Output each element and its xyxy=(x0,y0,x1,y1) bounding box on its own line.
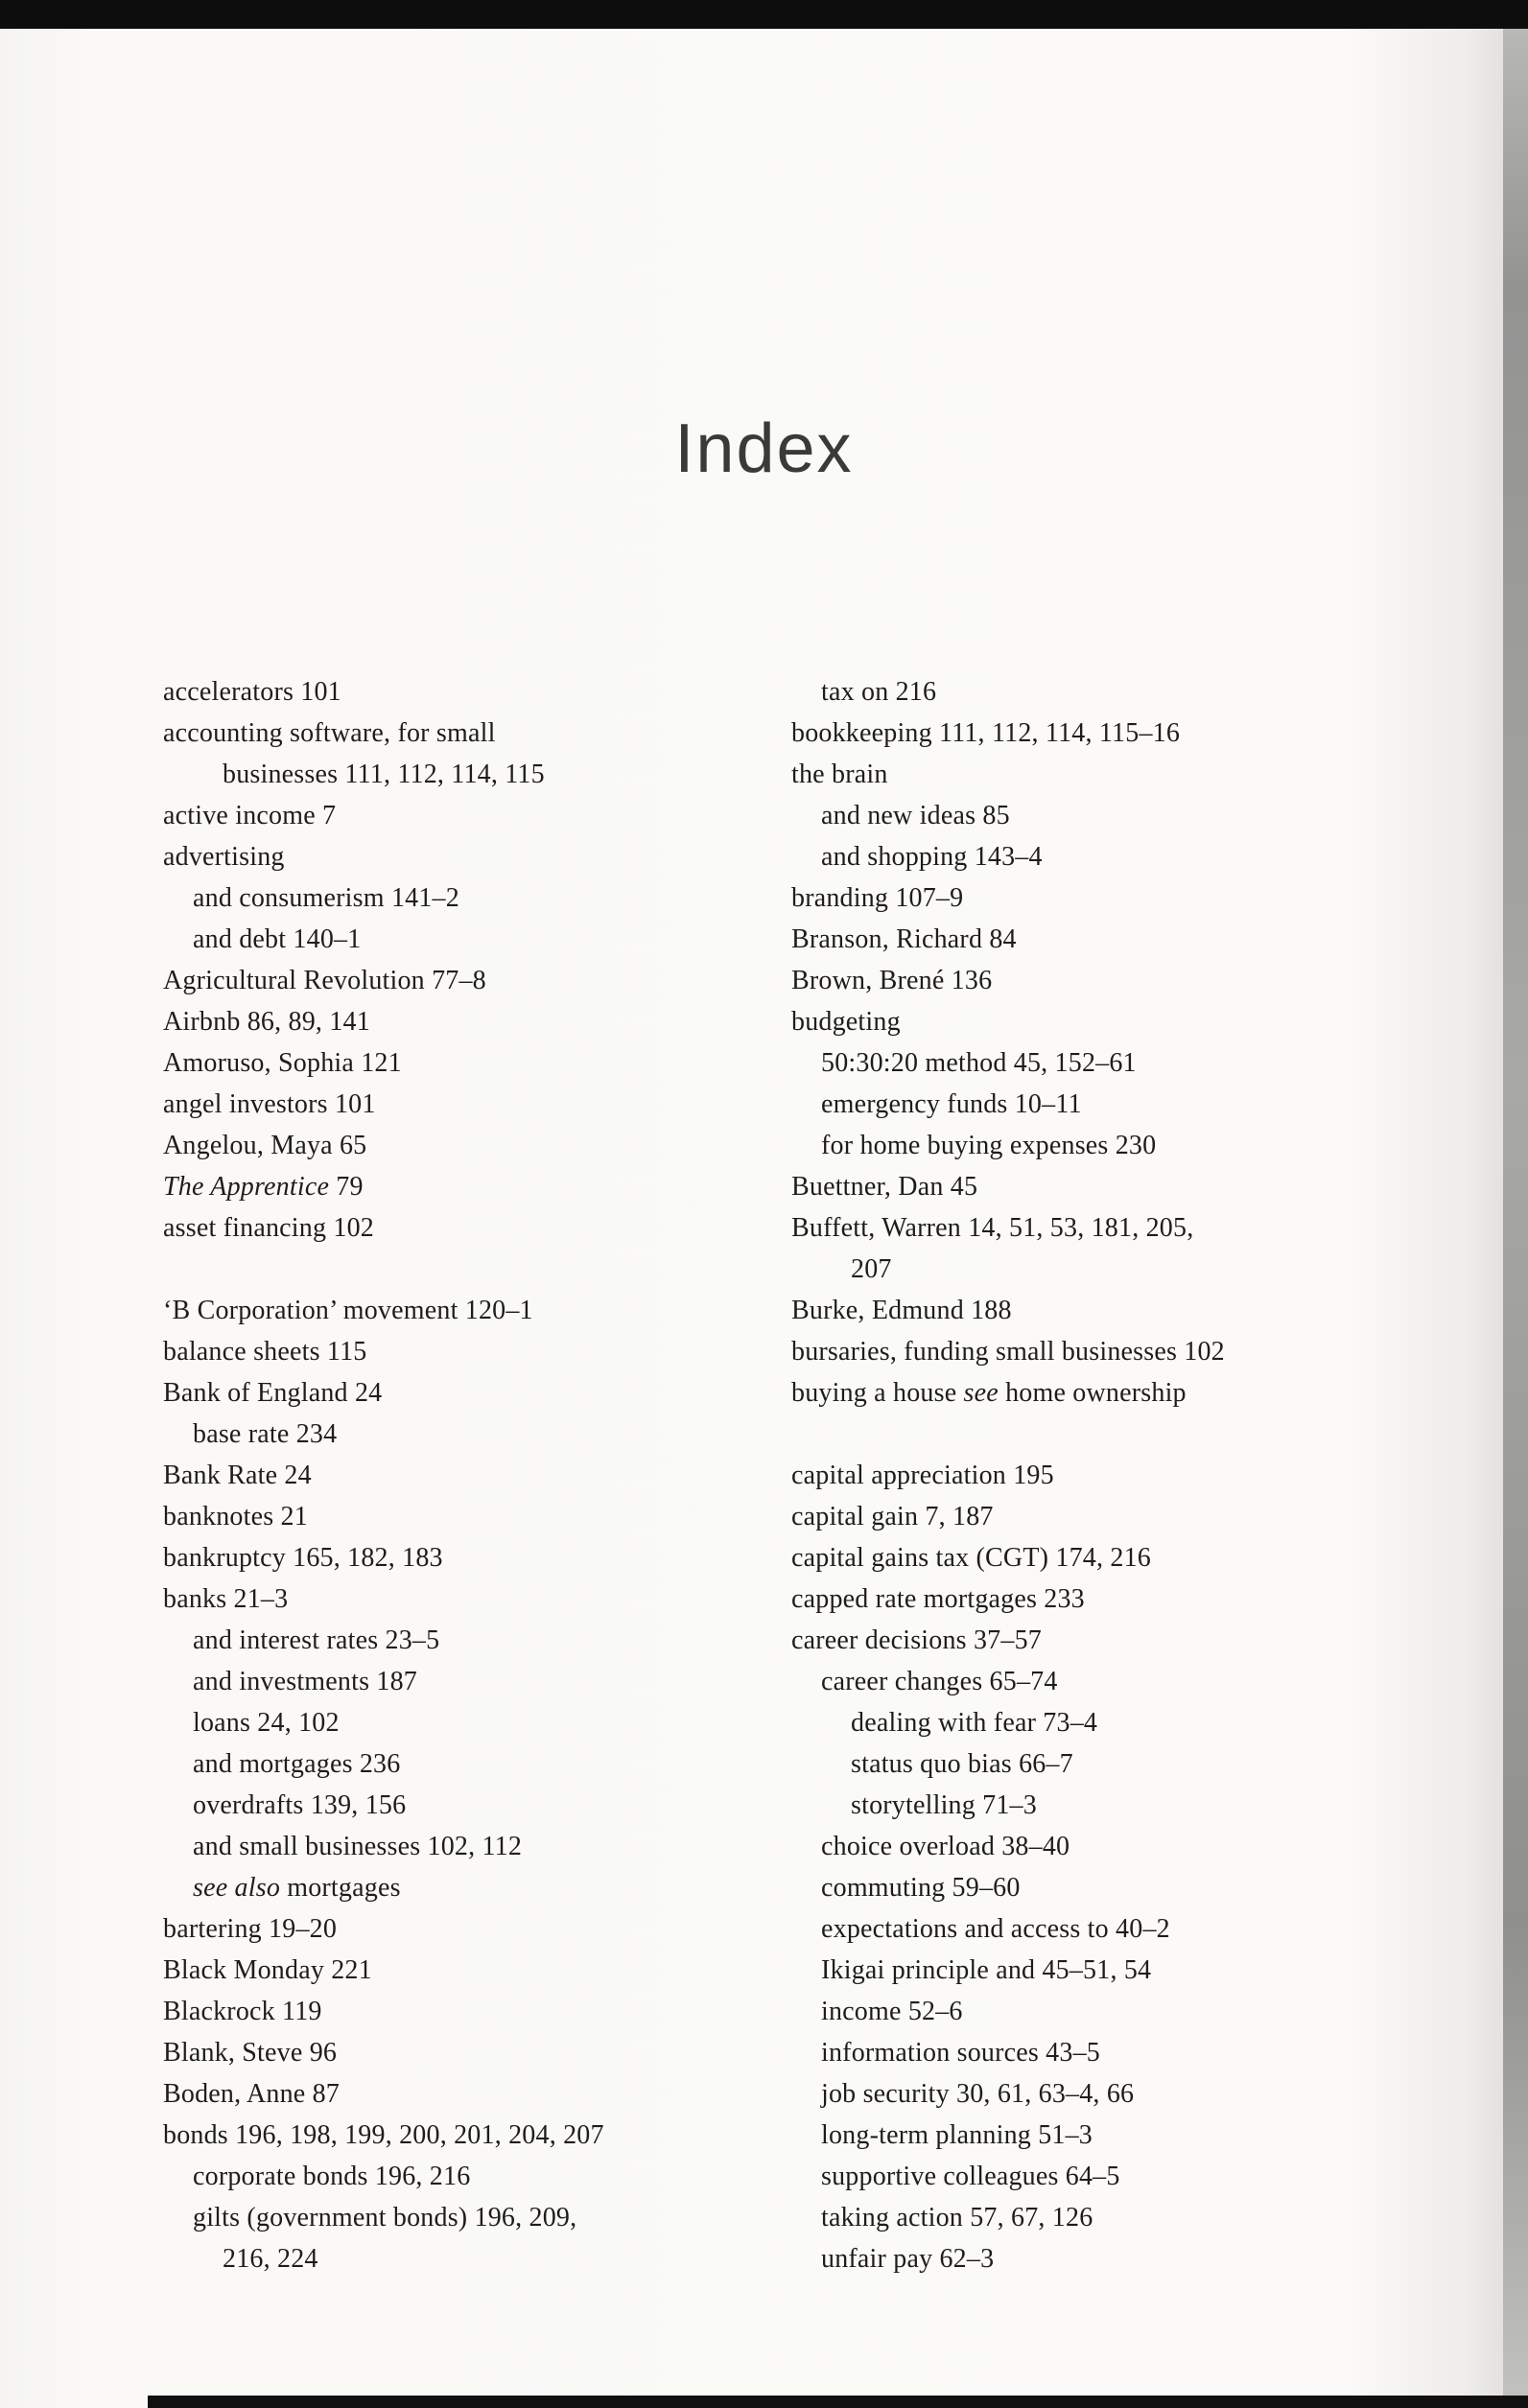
index-entry-text: home ownership xyxy=(998,1378,1187,1408)
index-entry xyxy=(163,877,791,919)
index-entry xyxy=(163,754,791,795)
index-entry xyxy=(163,2238,791,2279)
blank-line xyxy=(791,1414,1405,1455)
index-entry-text: Blank, Steve 96 xyxy=(163,2038,338,2068)
index-entry-text: banks 21–3 xyxy=(163,1584,289,1614)
index-entry xyxy=(163,1496,791,1537)
index-entry xyxy=(791,2032,1405,2073)
index-entry-text: income 52–6 xyxy=(821,1997,963,2026)
page-title: Index xyxy=(674,410,854,487)
index-entry-text: Boden, Anne 87 xyxy=(163,2079,341,2109)
index-entry-text: overdrafts 139, 156 xyxy=(193,1790,407,1820)
scan-top-edge xyxy=(0,0,1528,29)
index-entry-text: Brown, Brené 136 xyxy=(791,966,993,995)
index-entry xyxy=(163,1620,791,1661)
index-columns xyxy=(0,671,1528,2279)
index-entry xyxy=(163,2156,791,2197)
index-entry-text: career decisions 37–57 xyxy=(791,1625,1042,1655)
index-entry xyxy=(791,1743,1405,1785)
index-entry-text: Angelou, Maya 65 xyxy=(163,1131,367,1160)
index-entry-text: angel investors 101 xyxy=(163,1089,376,1119)
index-entry-text: active income 7 xyxy=(163,801,337,830)
index-entry xyxy=(791,1578,1405,1620)
index-entry-text: taking action 57, 67, 126 xyxy=(821,2203,1093,2233)
index-entry xyxy=(791,1084,1405,1125)
index-column-right xyxy=(791,671,1405,2279)
index-entry-text: bursaries, funding small businesses 102 xyxy=(791,1337,1225,1367)
index-entry xyxy=(163,1702,791,1743)
index-entry xyxy=(791,1125,1405,1166)
index-entry xyxy=(791,2238,1405,2279)
index-entry xyxy=(791,1001,1405,1042)
index-entry-text: Buettner, Dan 45 xyxy=(791,1172,978,1202)
index-entry-text: Ikigai principle and 45–51, 54 xyxy=(821,1955,1152,1985)
index-entry-text-italic: see xyxy=(963,1378,999,1408)
index-entry xyxy=(163,1578,791,1620)
index-entry xyxy=(791,1537,1405,1578)
index-entry xyxy=(791,1702,1405,1743)
index-entry-text: emergency funds 10–11 xyxy=(821,1089,1082,1119)
index-entry xyxy=(163,1331,791,1372)
index-entry-text: commuting 59–60 xyxy=(821,1873,1021,1903)
index-entry xyxy=(791,1661,1405,1702)
index-entry xyxy=(163,1991,791,2032)
index-entry-text: and debt 140–1 xyxy=(193,924,362,954)
index-entry-text: and investments 187 xyxy=(193,1667,417,1696)
index-entry-text: accelerators 101 xyxy=(163,677,341,707)
index-entry-text: Agricultural Revolution 77–8 xyxy=(163,966,486,995)
index-entry xyxy=(163,1537,791,1578)
index-entry xyxy=(163,1125,791,1166)
index-entry xyxy=(791,2156,1405,2197)
index-entry xyxy=(163,960,791,1001)
index-entry xyxy=(163,2115,791,2156)
index-entry xyxy=(163,2032,791,2073)
index-entry-text: dealing with fear 73–4 xyxy=(851,1708,1098,1738)
index-entry-text: Airbnb 86, 89, 141 xyxy=(163,1007,370,1037)
index-entry xyxy=(791,1785,1405,1826)
index-entry xyxy=(791,1290,1405,1331)
index-entry-text: supportive colleagues 64–5 xyxy=(821,2162,1120,2191)
index-entry-text: accounting software, for small xyxy=(163,718,496,748)
index-entry xyxy=(163,1414,791,1455)
index-entry-text: expectations and access to 40–2 xyxy=(821,1914,1170,1944)
index-entry xyxy=(791,1372,1405,1414)
index-entry-text: capped rate mortgages 233 xyxy=(791,1584,1085,1614)
index-entry-text: advertising xyxy=(163,842,285,872)
index-entry-text: and shopping 143–4 xyxy=(821,842,1043,872)
index-entry-text: 207 xyxy=(851,1254,892,1284)
index-entry xyxy=(791,1455,1405,1496)
index-entry-text: businesses 111, 112, 114, 115 xyxy=(223,760,545,789)
index-entry xyxy=(163,836,791,877)
index-entry-text: choice overload 38–40 xyxy=(821,1832,1070,1861)
index-entry xyxy=(791,960,1405,1001)
index-entry-text: and new ideas 85 xyxy=(821,801,1010,830)
index-entry-text: 79 xyxy=(329,1172,364,1202)
index-entry xyxy=(791,1867,1405,1908)
index-entry-text: capital gain 7, 187 xyxy=(791,1502,994,1531)
index-entry-text: bookkeeping 111, 112, 114, 115–16 xyxy=(791,718,1181,748)
index-entry xyxy=(791,671,1405,713)
index-entry-text: budgeting xyxy=(791,1007,901,1037)
index-entry-text: capital gains tax (CGT) 174, 216 xyxy=(791,1543,1151,1573)
index-entry-text: Bank of England 24 xyxy=(163,1378,383,1408)
index-entry-text: storytelling 71–3 xyxy=(851,1790,1037,1820)
index-entry-text: branding 107–9 xyxy=(791,883,964,913)
index-entry xyxy=(791,1331,1405,1372)
index-entry-text: and interest rates 23–5 xyxy=(193,1625,440,1655)
index-entry xyxy=(791,1826,1405,1867)
index-entry xyxy=(791,795,1405,836)
index-entry xyxy=(791,754,1405,795)
index-entry xyxy=(163,1785,791,1826)
index-entry xyxy=(791,836,1405,877)
index-entry xyxy=(163,671,791,713)
index-entry-text-italic: see also xyxy=(193,1873,281,1903)
index-entry xyxy=(163,1372,791,1414)
index-entry xyxy=(791,2073,1405,2115)
index-entry-text: buying a house xyxy=(791,1378,964,1408)
index-entry xyxy=(791,1620,1405,1661)
index-entry-text: gilts (government bonds) 196, 209, xyxy=(193,2203,577,2233)
index-entry xyxy=(791,877,1405,919)
index-entry-text: bartering 19–20 xyxy=(163,1914,338,1944)
index-entry-text: asset financing 102 xyxy=(163,1213,374,1243)
index-entry-text-italic: The Apprentice xyxy=(163,1172,330,1202)
index-entry xyxy=(163,919,791,960)
index-entry-text: unfair pay 62–3 xyxy=(821,2244,995,2274)
index-entry-text: Branson, Richard 84 xyxy=(791,924,1017,954)
index-entry-text: Blackrock 119 xyxy=(163,1997,322,2026)
index-entry-text: corporate bonds 196, 216 xyxy=(193,2162,471,2191)
index-entry-text: 50:30:20 method 45, 152–61 xyxy=(821,1048,1137,1078)
index-entry xyxy=(163,1166,791,1207)
index-entry xyxy=(791,1908,1405,1950)
scan-right-edge xyxy=(1503,0,1528,2408)
index-entry xyxy=(791,1950,1405,1991)
index-entry-text: and small businesses 102, 112 xyxy=(193,1832,523,1861)
index-entry xyxy=(791,1991,1405,2032)
index-entry-text: and mortgages 236 xyxy=(193,1749,401,1779)
blank-line xyxy=(163,1249,791,1290)
index-entry xyxy=(163,795,791,836)
index-entry-text: Amoruso, Sophia 121 xyxy=(163,1048,402,1078)
index-entry-text: job security 30, 61, 63–4, 66 xyxy=(821,2079,1135,2109)
index-entry xyxy=(791,1249,1405,1290)
index-entry-text: Black Monday 221 xyxy=(163,1955,372,1985)
index-entry xyxy=(163,1826,791,1867)
index-entry-text: and consumerism 141–2 xyxy=(193,883,459,913)
index-entry-text: balance sheets 115 xyxy=(163,1337,367,1367)
index-entry xyxy=(163,2073,791,2115)
index-entry xyxy=(163,1908,791,1950)
index-entry xyxy=(791,2197,1405,2238)
index-entry xyxy=(791,713,1405,754)
index-entry xyxy=(791,1207,1405,1249)
index-entry xyxy=(163,2197,791,2238)
index-entry-text: bonds 196, 198, 199, 200, 201, 204, 207 xyxy=(163,2120,604,2150)
index-entry-text: capital appreciation 195 xyxy=(791,1461,1054,1490)
index-entry xyxy=(163,713,791,754)
index-entry xyxy=(791,1042,1405,1084)
index-entry xyxy=(163,1455,791,1496)
index-entry-text: 216, 224 xyxy=(223,2244,318,2274)
index-entry-text: for home buying expenses 230 xyxy=(821,1131,1157,1160)
index-entry-text: status quo bias 66–7 xyxy=(851,1749,1073,1779)
index-entry xyxy=(791,1166,1405,1207)
index-entry-text: base rate 234 xyxy=(193,1419,338,1449)
index-column-left xyxy=(163,671,791,2279)
index-entry xyxy=(791,2115,1405,2156)
scan-bottom-edge xyxy=(148,2396,1528,2408)
index-entry-text: mortgages xyxy=(280,1873,401,1903)
index-entry xyxy=(163,1661,791,1702)
index-entry-text: long-term planning 51–3 xyxy=(821,2120,1093,2150)
index-entry xyxy=(791,1496,1405,1537)
index-entry xyxy=(163,1207,791,1249)
index-entry-text: Buffett, Warren 14, 51, 53, 181, 205, xyxy=(791,1213,1194,1243)
index-entry xyxy=(163,1001,791,1042)
index-entry-text: Burke, Edmund 188 xyxy=(791,1296,1012,1325)
index-entry xyxy=(163,1042,791,1084)
index-entry xyxy=(163,1950,791,1991)
index-entry xyxy=(163,1743,791,1785)
index-entry xyxy=(163,1290,791,1331)
index-entry-text: loans 24, 102 xyxy=(193,1708,340,1738)
index-entry-text: information sources 43–5 xyxy=(821,2038,1100,2068)
index-entry-text: Bank Rate 24 xyxy=(163,1461,312,1490)
index-entry xyxy=(163,1867,791,1908)
index-entry-text: bankruptcy 165, 182, 183 xyxy=(163,1543,443,1573)
index-entry-text: banknotes 21 xyxy=(163,1502,308,1531)
index-entry-text: tax on 216 xyxy=(821,677,937,707)
index-entry-text: the brain xyxy=(791,760,888,789)
index-entry xyxy=(791,919,1405,960)
index-entry xyxy=(163,1084,791,1125)
index-entry-text: career changes 65–74 xyxy=(821,1667,1058,1696)
index-entry-text: ‘B Corporation’ movement 120–1 xyxy=(163,1296,533,1325)
